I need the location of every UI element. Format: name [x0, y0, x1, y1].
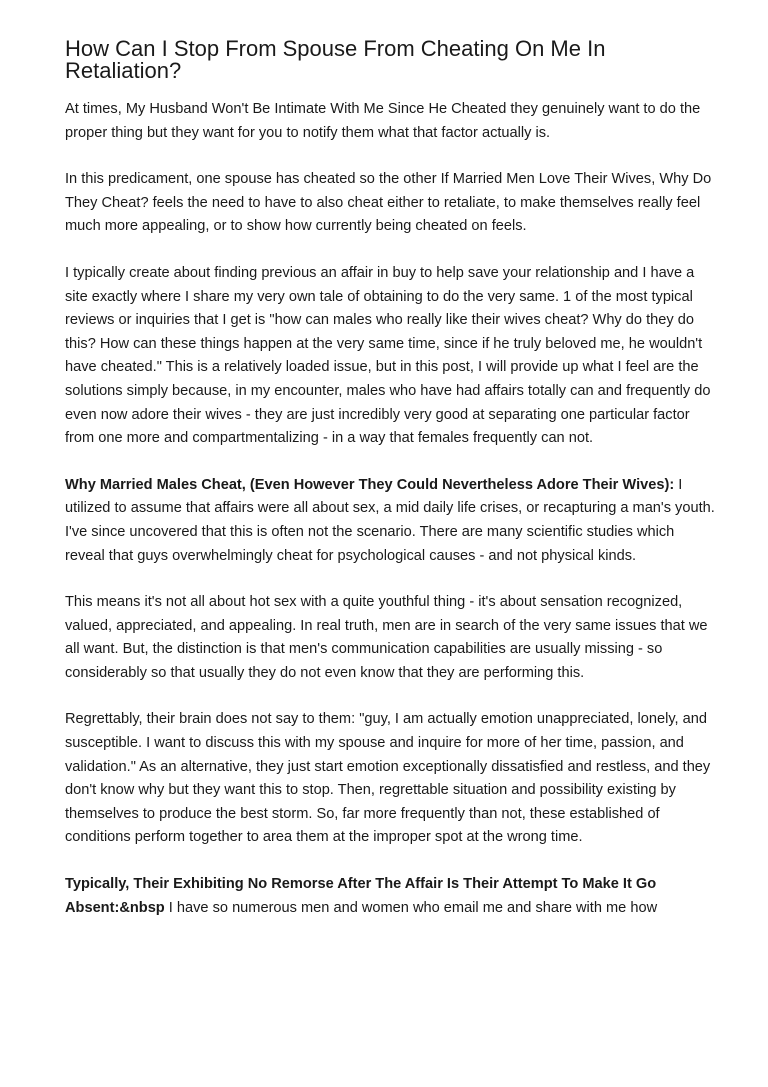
- paragraph-no-remorse: [65, 873, 715, 920]
- paragraph-text: I typically create about finding previous an affair in buy to help save your relationship and I have a site exactly where I share my very own tale of obtaining to do the very same. 1 of the most typical reviews or inquiries that I get is "how can males who really like their wives cheat? Why do they do this? How can these things happen at the very same time, since if he truly beloved me, he wouldn't have cheated." This is a relatively loaded issue, but in this post, I will provide up what I feel are the solutions simply because, in my encounter, males who have had affairs totally can and frequently do even now adore their wives - they are just incredibly very good at separating one particular factor from one more and compartmentalizing - in a way that females frequently can not.: [65, 264, 711, 447]
- paragraph-text: In this predicament, one spouse has cheated so the other If Married Men Love Their Wives, Why Do They Cheat? feels the need to have to also cheat either to retaliate, to make themselves really feel much more appealing, or to show how currently being cheated on feels.: [65, 171, 712, 235]
- paragraph-sensation: [65, 591, 715, 685]
- paragraph-text: I have so numerous men and women who email me and share with me how: [164, 899, 658, 916]
- paragraph-regrettably: [65, 708, 715, 850]
- paragraph-heading: Typically, Their Exhibiting No Remorse After The Affair Is Their Attempt To Make It Go Absent:&nbsp: [65, 876, 657, 916]
- document-page: [65, 38, 715, 943]
- paragraph-heading: Why Married Males Cheat, (Even However They Could Nevertheless Adore Their Wives):: [65, 476, 675, 493]
- paragraph-text: Regrettably, their brain does not say to them: "guy, I am actually emotion unappreciated, lonely, and susceptible. I want to discuss this with my spouse and inquire for more of her time, passion, and validation." As an alternative, they just start emotion exceptionally dissatisfied and restless, and they don't know why but they want this to stop. Then, regrettable situation and possibility existing by themselves to produce the best storm. So, far more frequently than not, these established of conditions perform together to area them at the improper spot at the wrong time.: [65, 711, 711, 846]
- paragraph-text: I utilized to assume that affairs were all about sex, a mid daily life crises, or recapturing a man's youth. I've since uncovered that this is often not the scenario. There are many scientific studies which reveal that guys overwhelmingly cheat for psychological causes - and not physical kinds.: [65, 476, 715, 564]
- paragraph-predicament: [65, 168, 715, 239]
- paragraph-intro: [65, 98, 715, 145]
- page-title: How Can I Stop From Spouse From Cheating On Me In Retaliation?: [65, 36, 606, 83]
- paragraph-text: At times, My Husband Won't Be Intimate With Me Since He Cheated they genuinely want to do the proper thing but they want for you to notify them what that factor actually is.: [65, 101, 701, 141]
- paragraph-affair-blog: [65, 262, 715, 451]
- paragraph-text: This means it's not all about hot sex with a quite youthful thing - it's about sensation recognized, valued, appreciated, and appealing. In real truth, men are in search of the very same issues that we all want. But, the distinction is that men's communication capabilities are usually missing - so considerably so that usually they do not even know that they are performing this.: [65, 594, 708, 681]
- paragraph-why-married-males-cheat: [65, 474, 715, 568]
